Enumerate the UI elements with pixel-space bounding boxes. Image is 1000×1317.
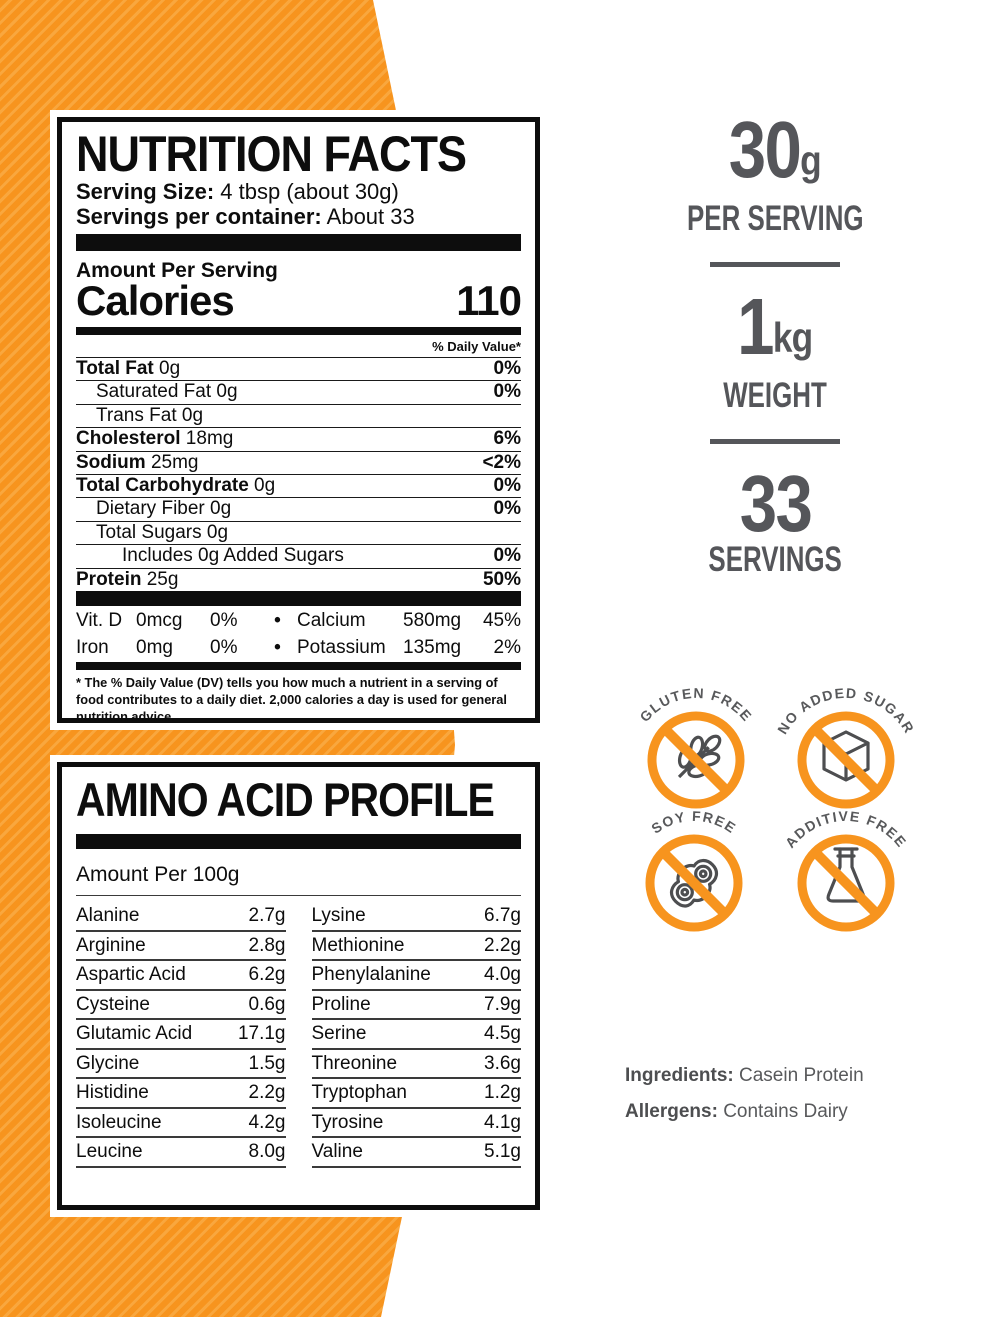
amino-acid-row [312, 1138, 522, 1168]
amino-acid-value: 5.1g [484, 1141, 521, 1162]
soy-free-arc-text: SOY FREE [648, 807, 740, 837]
nutrient-amount: 0g [211, 381, 238, 403]
weight-unit: kg [773, 314, 813, 361]
nutrient-daily-value: 0% [493, 475, 521, 497]
amino-acid-right-column [312, 902, 522, 1168]
servings-per-container-line [76, 204, 521, 229]
allergens-label: Allergens: [625, 1101, 718, 1122]
divider-bar [76, 327, 521, 335]
amino-acid-name: Alanine [76, 905, 140, 926]
nutrition-facts-title: NUTRITION FACTS [76, 125, 466, 183]
ingredients-label: Ingredients: [625, 1065, 734, 1086]
nutrient-row [76, 522, 521, 545]
amino-acid-left-column [76, 902, 286, 1168]
nutrient-name: Protein [76, 568, 142, 590]
nutrient-amount: 25g [141, 568, 179, 590]
amino-acid-value: 1.5g [248, 1052, 286, 1074]
amino-acid-name: Lysine [311, 905, 366, 926]
amino-acid-value: 4.5g [484, 1023, 521, 1044]
nutrient-row [76, 405, 521, 428]
nutrient-row [76, 475, 521, 498]
gluten-free-arc-text: GLUTEN FREE [636, 684, 756, 725]
nutrient-daily-value: 0% [493, 381, 521, 403]
per-serving-value: 30g [728, 105, 822, 194]
nutrient-name: Includes 0g Added Sugars [122, 545, 344, 567]
nutrient-row [76, 498, 521, 521]
nutrition-facts-panel [57, 117, 540, 723]
ingredients-value: Casein Protein [739, 1065, 864, 1086]
nutrient-row [76, 381, 521, 404]
amino-acid-row [312, 932, 522, 962]
amino-acid-name: Arginine [76, 934, 146, 956]
amino-acid-row [312, 1020, 522, 1050]
daily-value-header: % Daily Value* [76, 335, 521, 358]
serving-size-label: Serving Size: [76, 179, 215, 204]
amino-acid-value: 4.0g [484, 964, 521, 985]
serving-size-value: 4 tbsp (about 30g) [220, 179, 399, 204]
amino-acid-row [76, 1079, 286, 1109]
nutrient-amount: 0g [153, 358, 181, 379]
micronutrient-amount: 0mcg [136, 610, 183, 632]
nutrient-name: Total Sugars [96, 521, 202, 543]
amino-acid-value: 2.2g [248, 1082, 286, 1103]
amino-acid-value: 4.2g [248, 1111, 286, 1133]
amino-acid-name: Histidine [76, 1082, 149, 1103]
servings-per-container-value: About 33 [326, 204, 415, 229]
amino-acid-row [312, 1050, 522, 1080]
amount-per-serving-label: Amount Per Serving [76, 259, 278, 282]
amino-acid-row [76, 902, 286, 932]
amino-acid-value: 3.6g [484, 1052, 521, 1074]
divider-bar [76, 234, 521, 251]
nutrient-daily-value: 50% [482, 568, 521, 590]
nutrient-rows [76, 358, 521, 591]
nutrient-amount: 0g [204, 498, 232, 520]
weight-stat [640, 282, 910, 415]
amino-acid-value: 1.2g [484, 1082, 521, 1103]
amino-acid-name: Aspartic Acid [76, 964, 186, 985]
nutrient-name: Sodium [76, 451, 146, 473]
allergens-value: Contains Dairy [723, 1101, 848, 1122]
nutrient-row [76, 569, 521, 591]
micronutrient-name: Vit. D [76, 610, 123, 632]
additive-free-badge [770, 785, 922, 953]
amino-acid-name: Tyrosine [311, 1111, 384, 1133]
prohibition-slash [663, 852, 725, 914]
amino-acid-row [76, 1138, 286, 1168]
calories-row [76, 277, 521, 324]
nutrient-name: Trans Fat [96, 404, 177, 426]
micronutrient-row [76, 636, 521, 660]
bullet-separator: • [274, 637, 281, 659]
amino-acid-row [312, 1109, 522, 1139]
micronutrient-amount: 0mg [136, 637, 173, 659]
micronutrient-daily-value: 0% [210, 610, 238, 632]
divider-bar [76, 662, 521, 670]
nutrient-name: Saturated Fat [96, 381, 212, 403]
amino-acid-name: Valine [311, 1141, 363, 1162]
amino-acid-row [312, 961, 522, 991]
amino-acid-row [76, 1020, 286, 1050]
amino-acid-value: 6.7g [484, 905, 521, 926]
amino-acid-value: 2.2g [484, 934, 521, 956]
servings-per-container-label: Servings per container: [76, 204, 322, 229]
allergens-line [625, 1094, 864, 1130]
nutrient-daily-value: 0% [493, 498, 521, 520]
nutrient-row [76, 358, 521, 381]
amino-acid-profile-title: AMINO ACID PROFILE [76, 773, 494, 827]
micronutrient-daily-value: 2% [493, 637, 521, 659]
amino-acid-name: Isoleucine [76, 1111, 162, 1133]
servings-value: 33 [739, 459, 811, 548]
ingredients-block [625, 1058, 864, 1130]
amino-acid-value: 6.2g [248, 964, 286, 985]
amino-acid-name: Glycine [76, 1052, 140, 1074]
micronutrient-name: Iron [76, 637, 109, 659]
divider-bar [76, 591, 521, 606]
per-serving-stat [640, 105, 910, 238]
nutrient-name: Cholesterol [76, 428, 181, 450]
nutrient-name: Dietary Fiber [96, 498, 205, 520]
amino-acid-name: Cysteine [76, 993, 150, 1015]
amino-acid-value: 17.1g [237, 1023, 286, 1044]
amino-acid-value: 0.6g [248, 993, 286, 1015]
nutrient-daily-value: <2% [482, 451, 521, 473]
amino-acid-profile-panel [57, 762, 540, 1210]
per-serving-label: PER SERVING [686, 199, 864, 238]
nutrient-amount: 18mg [180, 428, 234, 450]
amino-acid-name: Glutamic Acid [76, 1023, 193, 1044]
amino-acid-name: Methionine [311, 934, 405, 956]
prohibition-slash [815, 852, 877, 914]
nutrient-daily-value: 0% [493, 358, 521, 379]
amino-acid-row [312, 1079, 522, 1109]
amino-acid-row [76, 932, 286, 962]
amino-acid-name: Leucine [76, 1141, 143, 1162]
product-stats-column [640, 105, 910, 579]
stats-divider [710, 262, 840, 267]
amino-acid-value: 8.0g [248, 1141, 286, 1162]
amino-acid-row [76, 1109, 286, 1139]
nutrient-daily-value: 6% [493, 428, 521, 450]
weight-value: 1kg [737, 282, 813, 371]
additive-free-arc-text: ADDITIVE FREE [781, 807, 911, 851]
free-from-badges [618, 662, 924, 992]
nutrient-daily-value: 0% [493, 545, 521, 567]
amino-acid-row [76, 991, 286, 1021]
micronutrient-name: Calcium [297, 610, 366, 632]
amino-acid-name: Proline [311, 993, 371, 1015]
amino-acid-value: 2.7g [248, 905, 286, 926]
nutrient-amount: 0g [201, 521, 229, 543]
serving-size-line [76, 179, 521, 204]
amino-acid-value: 2.8g [248, 934, 286, 956]
micronutrient-rows [76, 609, 521, 660]
nutrient-name: Total Fat [76, 358, 154, 379]
amino-acid-value: 4.1g [484, 1111, 521, 1133]
calories-value: 110 [456, 277, 521, 324]
per-serving-unit: g [800, 137, 822, 184]
nutrient-row [76, 452, 521, 475]
no-added-sugar-arc-text: NO ADDED SUGAR [774, 684, 918, 737]
amino-acid-row [76, 961, 286, 991]
amino-acid-name: Threonine [311, 1052, 398, 1074]
amino-acid-row [312, 991, 522, 1021]
nutrient-row [76, 428, 521, 451]
weight-label: WEIGHT [723, 376, 827, 415]
ingredients-line [625, 1058, 864, 1094]
micronutrient-name: Potassium [297, 637, 386, 659]
amino-acid-value: 7.9g [484, 993, 521, 1015]
micronutrient-daily-value: 0% [210, 637, 238, 659]
servings-label: SERVINGS [708, 540, 842, 579]
divider-bar [76, 834, 521, 849]
amino-acid-name: Serine [311, 1023, 367, 1044]
nutrient-amount: 0g [176, 404, 204, 426]
micronutrient-amount: 580mg [403, 610, 462, 632]
amount-per-100g-label: Amount Per 100g [76, 863, 521, 896]
daily-value-footnote: * The % Daily Value (DV) tells you how much a nutrient in a serving of food contributes to a daily diet. 2,000 calories a day is used for general nutrition advice. [76, 675, 507, 724]
nutrient-name: Total Carbohydrate [76, 475, 249, 497]
bullet-separator: • [274, 610, 281, 632]
micronutrient-row [76, 609, 521, 633]
amino-acid-name: Phenylalanine [311, 964, 431, 985]
amino-acid-row [312, 902, 522, 932]
nutrient-row [76, 545, 521, 568]
servings-stat [640, 459, 910, 579]
stats-divider [710, 439, 840, 444]
micronutrient-amount: 135mg [403, 637, 462, 659]
nutrient-amount: 0g [248, 475, 276, 497]
amino-acid-row [76, 1050, 286, 1080]
calories-label: Calories [76, 277, 234, 324]
micronutrient-daily-value: 45% [482, 610, 521, 632]
amino-acid-table [76, 902, 521, 1168]
soy-free-badge [618, 785, 770, 953]
amino-acid-name: Tryptophan [311, 1082, 407, 1103]
nutrient-amount: 25mg [145, 451, 199, 473]
